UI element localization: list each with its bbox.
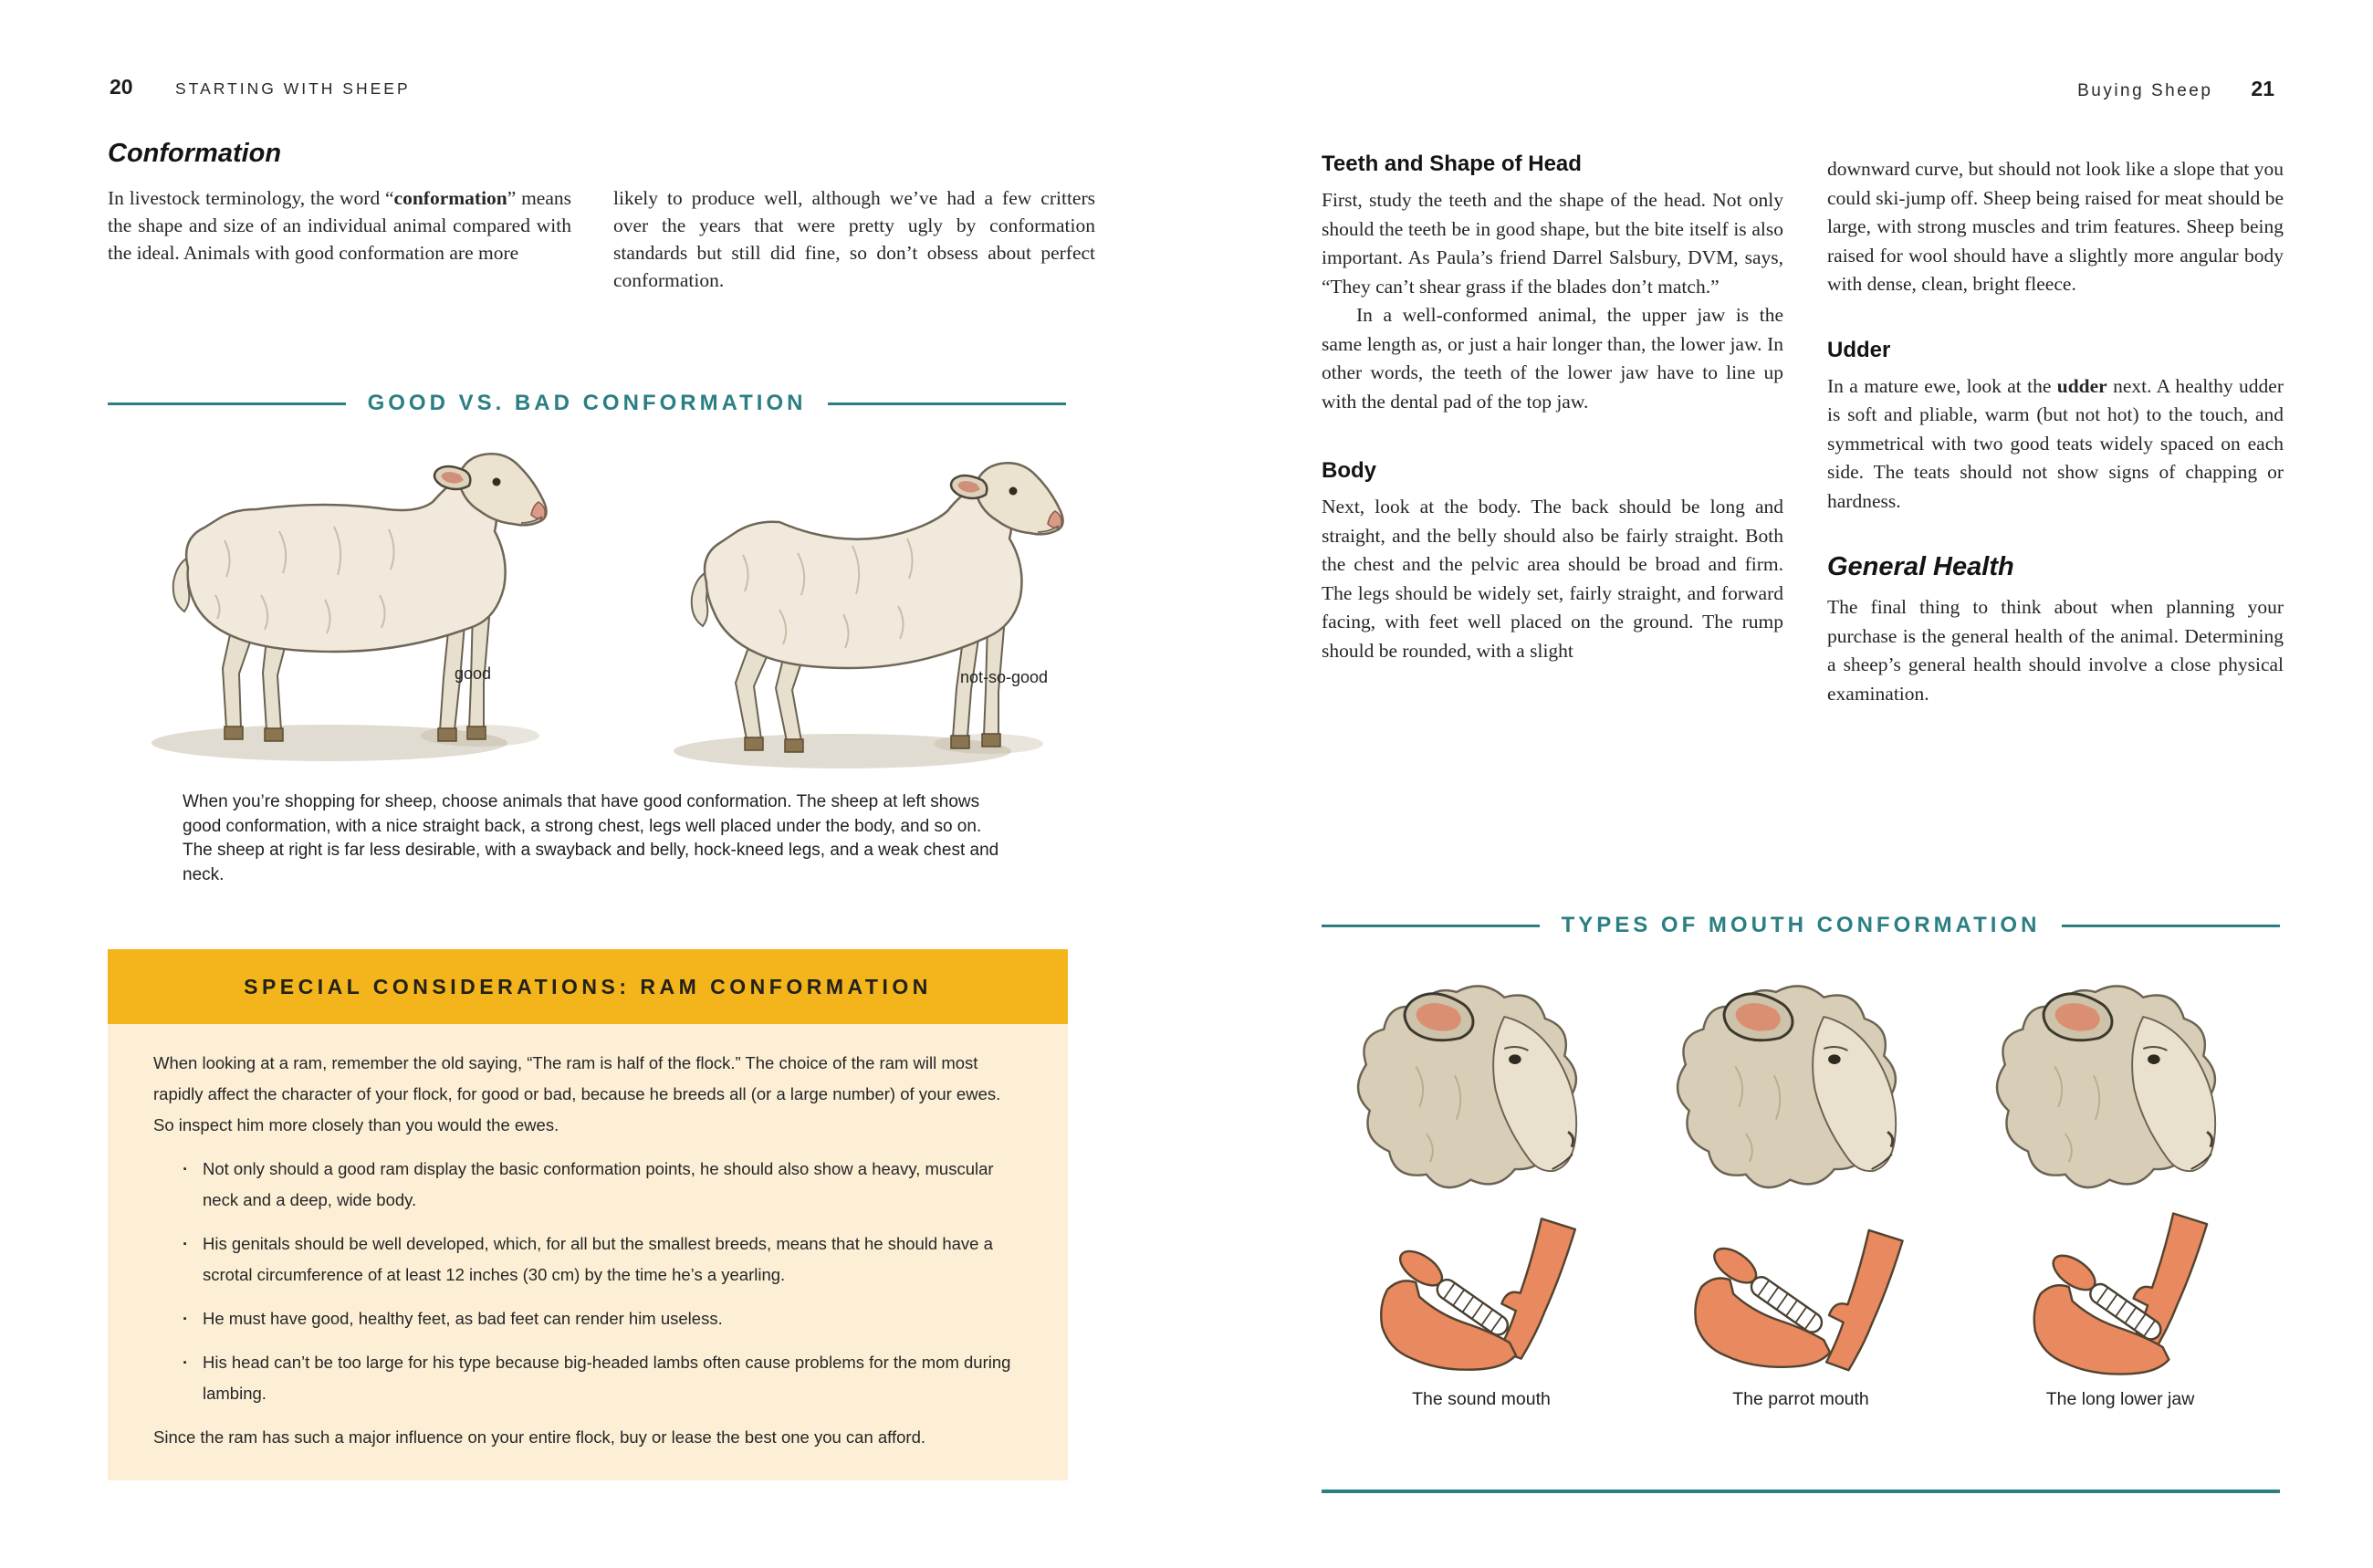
section-title-conformation: Conformation (108, 139, 282, 168)
sound-mouth-illustration (1331, 960, 1632, 1376)
udder-text-post: next. A healthy udder is soft and pliable, warm (but not hot) to the touch, and symmetrical with two good teats widely spaced on each side. The teats should not show signs of chapping or hardness. (1827, 374, 2284, 512)
figure-heading-text: GOOD VS. BAD CONFORMATION (367, 391, 807, 415)
long-lower-jaw-illustration (1970, 960, 2271, 1376)
conformation-column-2 (613, 184, 1095, 294)
parrot-mouth-label: The parrot mouth (1732, 1389, 1869, 1409)
mouth-figure-long-jaw (1960, 960, 2280, 1410)
mouth-figure-heading-text: TYPES OF MOUTH CONFORMATION (1561, 913, 2041, 937)
running-head-left: STARTING WITH SHEEP (175, 79, 411, 98)
parrot-mouth-illustration (1650, 960, 1951, 1376)
figure-caption: When you’re shopping for sheep, choose animals that have good conformation. The sheep at left shows good conformation, with a nice straight back, a strong chest, legs well placed under the body, and so on. The sheep at right is far less desirable, with a swayback and belly, hock-kneed legs, and a weak chest and neck. (183, 792, 999, 884)
ram-bullet-1: · Not only should a good ram display the basic conformation points, he should also show a heavy, muscular neck and a deep, wide body. (175, 1154, 1022, 1216)
general-health-text (1827, 593, 2284, 708)
label-good: good (455, 664, 492, 683)
udder-section-title: Udder (1827, 337, 1891, 362)
page-number-left: 20 (110, 75, 133, 99)
teeth-paragraph-2: In a well-conformed animal, the upper jaw is the same length as, or just a hair longer than, the lower jaw. In other words, the teeth of the lower jaw have to line up with the dental pad of the top jaw. (1322, 304, 1783, 413)
mouth-figure-sound (1322, 960, 1641, 1410)
mouth-heading-rule-right (2062, 925, 2280, 927)
ram-bullet-3: · He must have good, healthy feet, as bad feet can render him useless. (175, 1303, 1022, 1334)
ram-box-banner (108, 949, 1068, 1024)
page-number-right: 21 (2251, 77, 2274, 100)
teeth-section-title: Teeth and Shape of Head (1322, 152, 1582, 176)
label-not-so-good: not-so-good (960, 668, 1049, 686)
mouth-figure-parrot (1641, 960, 1960, 1410)
bottom-divider-rule (1322, 1490, 2280, 1493)
udder-bold-word: udder (2056, 374, 2107, 397)
ram-bullet-4: · His head can’t be too large for his type because big-headed lambs often cause problems for the mom during lambing. (175, 1347, 1022, 1409)
body-continuation-paragraph: downward curve, but should not look like a slope that you could ski-jump off. Sheep being raised for meat should be large, with strong muscles and trim features. Sheep being raised for wool should have a slightly more angular body with dense, clean, bright fleece. (1827, 158, 2284, 295)
teeth-section-text (1322, 186, 1783, 416)
ram-bullet-2: · His genitals should be well developed, which, for all but the smallest breeds, means that he should have a scrotal circumference of at least 12 inches (30 cm) by the time he’s a yearling. (175, 1228, 1022, 1291)
ram-box-body (108, 1024, 1068, 1480)
mouth-heading-rule-left (1322, 925, 1540, 927)
long-lower-jaw-label: The long lower jaw (2045, 1389, 2195, 1409)
running-head-right: Buying Sheep (2077, 81, 2213, 100)
body-paragraph: Next, look at the body. The back should be long and straight, and the belly should also be fairly straight. Both the chest and the pelvic area should be broad and firm. The legs should be widely set, fairly straight, and forward facing, with feet well placed on the ground. The rump should be rounded, with a slight (1322, 496, 1783, 662)
body-section-text (1322, 493, 1783, 665)
figure-heading-mouth-types (1322, 913, 2280, 938)
not-so-good-sheep-illustration (619, 427, 1075, 792)
heading-rule-left (108, 402, 346, 405)
conformation-text-col2: likely to produce well, although we’ve had a few critters over the years that were pretty ugly by conformation standards but still did fine, so don’t obsess about perfect conformation. (613, 187, 1095, 291)
running-head-right-group (1825, 77, 2274, 101)
conformation-column-1 (108, 184, 571, 267)
right-page-column-2 (1827, 155, 2284, 708)
heading-rule-right (828, 402, 1066, 405)
general-health-title: General Health (1827, 552, 2014, 581)
ram-box-bullet-list (175, 1154, 1022, 1409)
sound-mouth-label: The sound mouth (1412, 1389, 1551, 1409)
body-continuation-text (1827, 155, 2284, 299)
body-section-title: Body (1322, 458, 1376, 483)
conformation-text-post: ” means the shape and size of an individual animal compared with the ideal. Animals with good conformation are more (108, 187, 572, 264)
ram-box-title: SPECIAL CONSIDERATIONS: RAM CONFORMATION (244, 974, 932, 998)
teeth-paragraph-1: First, study the teeth and the shape of the head. Not only should the teeth be in good shape, but the bite itself is also important. As Paula’s friend Darrel Salsbury, DVM, says, “They can’t shear grass if the blades don’t match.” (1322, 189, 1783, 298)
ram-box-intro: When looking at a ram, remember the old saying, “The ram is half of the flock.” The choice of the ram will most rapidly affect the character of your flock, for good or bad, because he breeds all (or a large number) of your ewes. So inspect him more closely than you would the ewes. (153, 1053, 1001, 1134)
conformation-text-pre: In livestock terminology, the word “ (108, 187, 394, 209)
right-page-column-1 (1322, 152, 1783, 665)
udder-section-text (1827, 372, 2284, 517)
mouth-figure-row (1322, 960, 2280, 1410)
ram-conformation-box (108, 949, 1068, 1480)
general-health-paragraph: The final thing to think about when planning your purchase is the general health of the animal. Determining a sheep’s general health should involve a close physical examination. (1827, 596, 2284, 705)
ram-box-outro: Since the ram has such a major influence on your entire flock, buy or lease the best one you can afford. (153, 1427, 926, 1447)
figure-heading-good-vs-bad (108, 391, 1066, 416)
good-sheep-illustration (97, 422, 571, 787)
udder-text-pre: In a mature ewe, look at the (1827, 374, 2057, 397)
conformation-bold-word: conformation (393, 187, 507, 209)
